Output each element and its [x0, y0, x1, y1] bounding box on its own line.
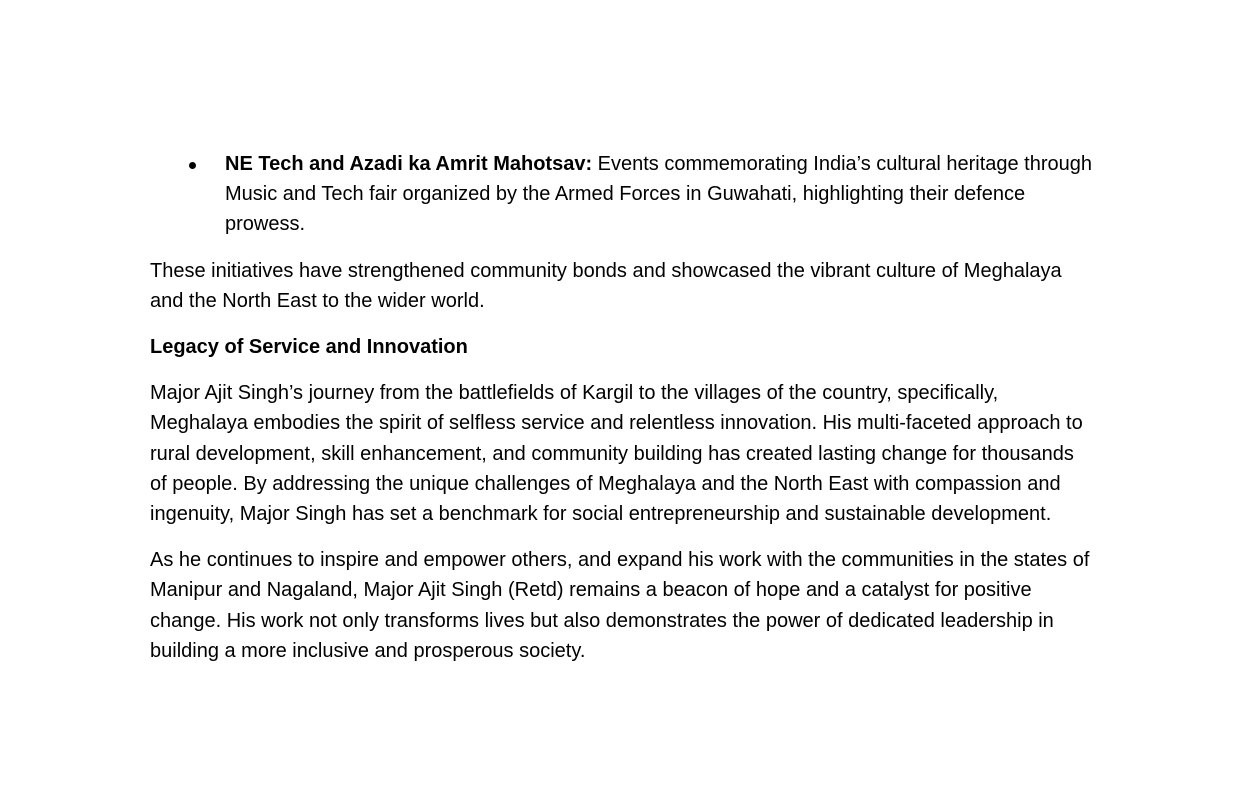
section-heading: Legacy of Service and Innovation	[150, 336, 468, 359]
paragraph-journey: Major Ajit Singh’s journey from the battlefields of Kargil to the villages of the country, specifically, Meghalaya embodies the spirit of selfless service and relentless innovation. His multi-faceted approach to rural development, skill enhancement, and community building has created lasting change for thousands of people. By addressing the unique challenges of Meghalaya and the North East with compassion and ingenuity, Major Singh has set a benchmark for social entrepreneurship and sustainable development.	[150, 382, 1083, 526]
bullet-title: NE Tech and Azadi ka Amrit Mahotsav:	[225, 153, 593, 175]
bullet-text: Events commemorating India’s cultural heritage through Music and Tech fair organized by the Armed Forces in Guwahati, highlighting their defence prowess.	[225, 153, 1093, 236]
bullet-item	[150, 149, 1095, 240]
bullet-list	[150, 149, 1095, 240]
paragraph-inspiration: As he continues to inspire and empower others, and expand his work with the communities in the states of Manipur and Nagaland, Major Ajit Singh (Retd) remains a beacon of hope and a catalyst for positive change. His work not only transforms lives but also demonstrates the power of dedicated leadership in building a more inclusive and prosperous society.	[150, 549, 1090, 662]
document-body	[150, 149, 1095, 682]
bullet-dot-icon	[189, 162, 196, 169]
paragraph-initiatives: These initiatives have strengthened community bonds and showcased the vibrant culture of Meghalaya and the North East to the wider world.	[150, 259, 1062, 312]
